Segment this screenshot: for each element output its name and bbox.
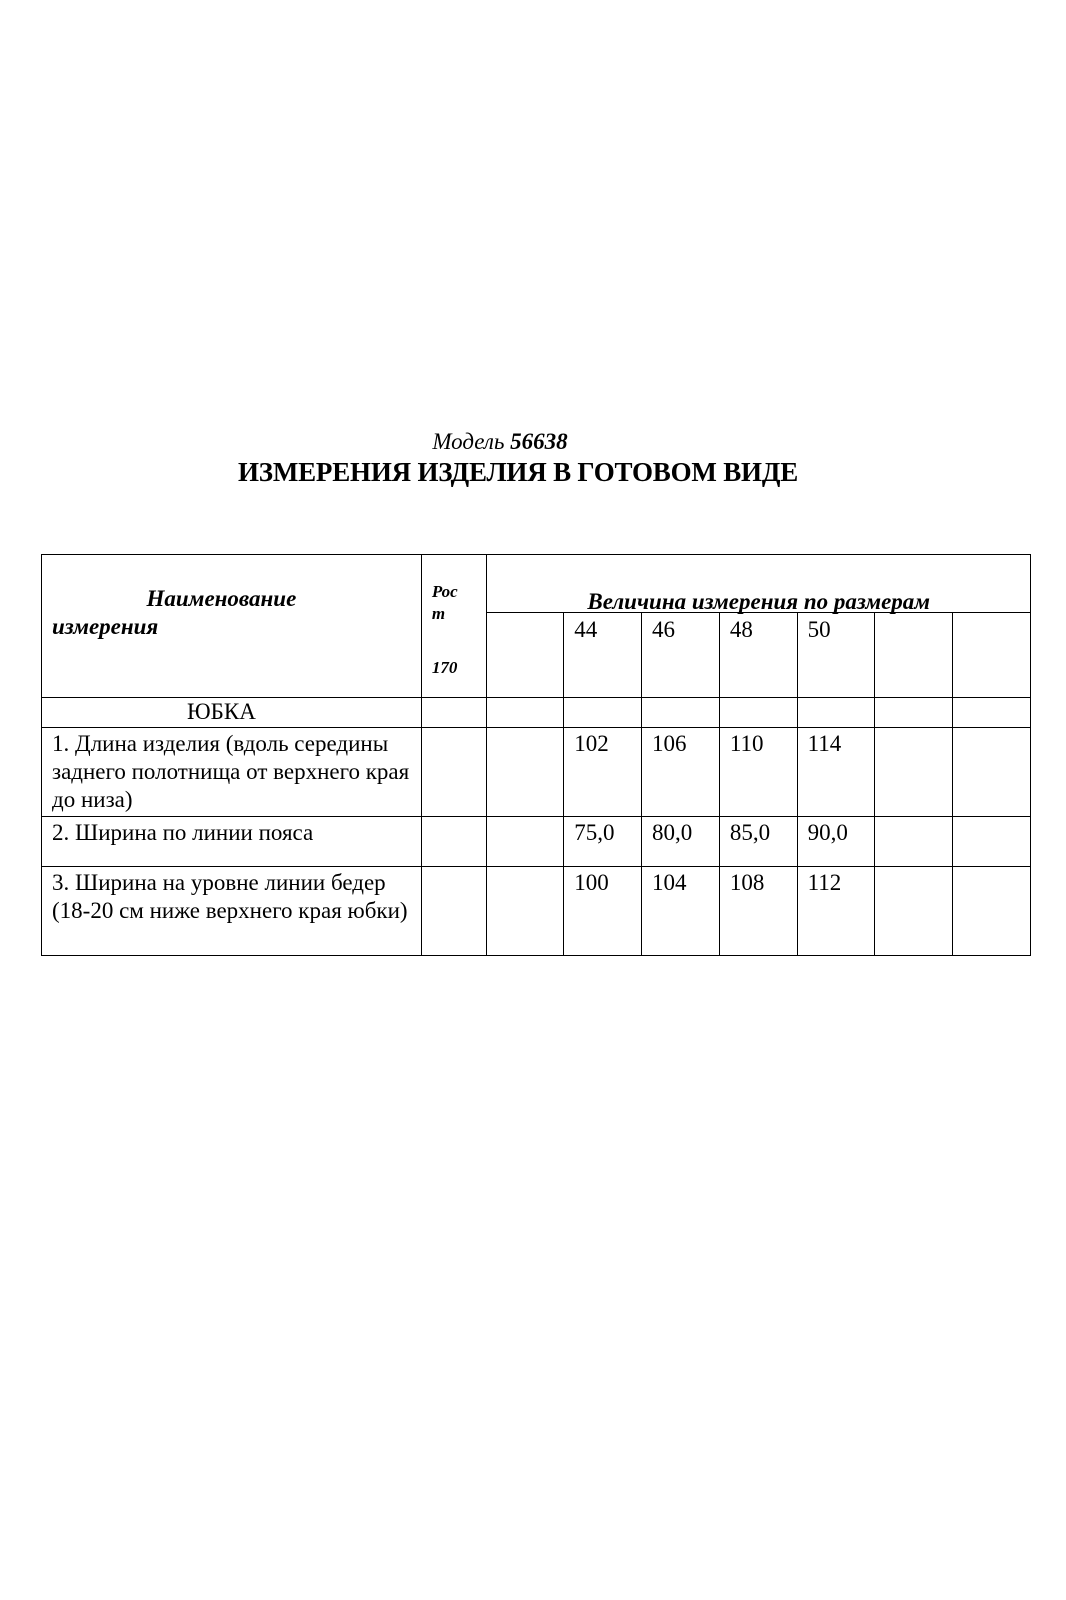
measurement-value: 100 xyxy=(564,867,642,956)
empty-cell xyxy=(797,698,875,728)
header-sizes-title-text: Величина измерения по размерам xyxy=(587,589,931,614)
size-cell-empty xyxy=(875,613,953,698)
empty-cell xyxy=(719,698,797,728)
size-cell: 44 xyxy=(564,613,642,698)
measurement-value: 112 xyxy=(797,867,875,956)
empty-cell xyxy=(487,698,564,728)
header-height-line1: Рос xyxy=(431,582,458,601)
measurement-value: 106 xyxy=(642,728,720,817)
table-row xyxy=(42,728,1031,817)
measurement-value: 104 xyxy=(642,867,720,956)
empty-cell xyxy=(875,728,953,817)
size-cell: 48 xyxy=(719,613,797,698)
empty-cell xyxy=(875,817,953,867)
table-row xyxy=(42,817,1031,867)
empty-cell xyxy=(953,698,1031,728)
header-height-line2: т xyxy=(431,604,446,623)
measurement-name: 2. Ширина по линии пояса xyxy=(42,817,422,867)
measurement-value: 114 xyxy=(797,728,875,817)
empty-cell xyxy=(642,698,720,728)
empty-cell xyxy=(564,698,642,728)
model-line xyxy=(0,430,1000,454)
empty-cell xyxy=(953,728,1031,817)
measurement-name: 3. Ширина на уровне линии бедер (18-20 см ниже верхнего края юбки) xyxy=(42,867,422,956)
measurement-value: 85,0 xyxy=(719,817,797,867)
model-prefix: Модель xyxy=(432,429,505,454)
measurement-value: 90,0 xyxy=(797,817,875,867)
measurement-value: 108 xyxy=(719,867,797,956)
section-label: ЮБКА xyxy=(42,698,422,728)
header-height-value: 170 xyxy=(431,658,458,677)
model-number: 56638 xyxy=(510,429,568,454)
empty-cell xyxy=(421,698,487,728)
header-row-top xyxy=(42,555,1031,613)
header-name-line2: измерения xyxy=(52,614,159,639)
measurement-name: 1. Длина изделия (вдоль середины заднего полотнища от верхнего края до низа) xyxy=(42,728,422,817)
empty-cell xyxy=(487,817,564,867)
measurement-value: 102 xyxy=(564,728,642,817)
empty-cell xyxy=(421,867,487,956)
empty-cell xyxy=(487,728,564,817)
empty-cell xyxy=(421,728,487,817)
empty-cell xyxy=(953,867,1031,956)
section-row xyxy=(42,698,1031,728)
document-title: ИЗМЕРЕНИЯ ИЗДЕЛИЯ В ГОТОВОМ ВИДЕ xyxy=(237,457,799,487)
size-cell: 50 xyxy=(797,613,875,698)
empty-cell xyxy=(875,698,953,728)
size-cell-empty xyxy=(953,613,1031,698)
header-sizes-title xyxy=(487,555,1031,613)
header-name-line1: Наименование xyxy=(146,586,297,611)
empty-cell xyxy=(487,867,564,956)
header-height xyxy=(421,555,487,698)
measurement-value: 75,0 xyxy=(564,817,642,867)
empty-cell xyxy=(421,817,487,867)
measurements-table xyxy=(41,554,1031,956)
empty-cell xyxy=(953,817,1031,867)
measurement-value: 110 xyxy=(719,728,797,817)
size-cell: 46 xyxy=(642,613,720,698)
empty-cell xyxy=(875,867,953,956)
size-cell-empty xyxy=(487,613,564,698)
measurement-value: 80,0 xyxy=(642,817,720,867)
header-measurement-name xyxy=(42,555,422,698)
table-row xyxy=(42,867,1031,956)
